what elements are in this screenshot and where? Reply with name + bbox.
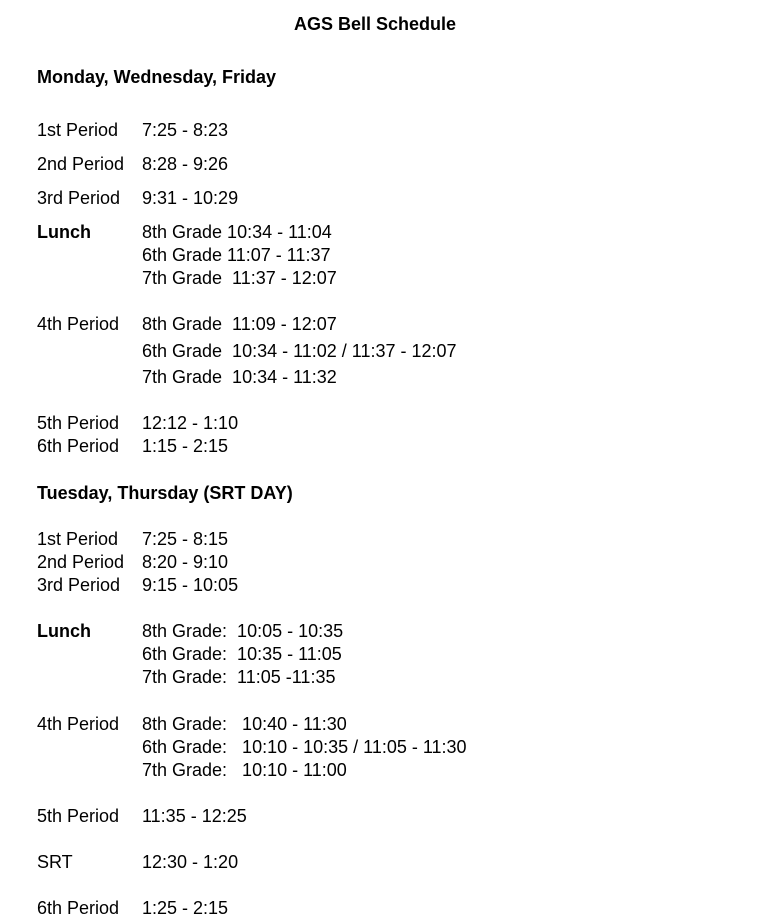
tth-period3-time: 9:15 - 10:05 [142,575,239,595]
mwf-lunch-row: 7th Grade 11:37 - 12:07 [142,268,337,288]
tth-lunch-row: 8th Grade: 10:05 - 10:35 [142,621,344,641]
mwf-period1-time: 7:25 - 8:23 [142,120,229,140]
mwf-period1-label: 1st Period [37,120,119,140]
mwf-lunch-row: 6th Grade 11:07 - 11:37 [142,245,331,265]
tth-period2-label: 2nd Period [37,552,125,572]
mwf-period4-label: 4th Period [37,314,120,334]
mwf-period4-row: 8th Grade 11:09 - 12:07 [142,314,337,334]
tth-lunch-row: 6th Grade: 10:35 - 11:05 [142,644,342,664]
tth-period4-row: 6th Grade: 10:10 - 10:35 / 11:05 - 11:30 [142,737,467,757]
tth-srt-time: 12:30 - 1:20 [142,852,239,872]
tth-period1-time: 7:25 - 8:15 [142,529,229,549]
mwf-period4-row: 7th Grade 10:34 - 11:32 [142,367,337,387]
tth-period6-label: 6th Period [37,898,120,918]
mwf-lunch-row: 8th Grade 10:34 - 11:04 [142,222,332,242]
tth-period1-label: 1st Period [37,529,119,549]
tth-period4-label: 4th Period [37,714,120,734]
mwf-lunch-label: Lunch [37,222,91,242]
tth-lunch-row: 7th Grade: 11:05 -11:35 [142,667,336,687]
tth-srt-label: SRT [37,852,73,872]
mwf-period2-label: 2nd Period [37,154,125,174]
mwf-period5-time: 12:12 - 1:10 [142,413,239,433]
tth-period4-row: 7th Grade: 10:10 - 11:00 [142,760,347,780]
page-title: AGS Bell Schedule [294,14,457,34]
mwf-period3-time: 9:31 - 10:29 [142,188,239,208]
mwf-period2-time: 8:28 - 9:26 [142,154,229,174]
tth-period5-time: 11:35 - 12:25 [142,806,247,826]
tth-lunch-label: Lunch [37,621,91,641]
tth-period5-label: 5th Period [37,806,120,826]
tth-period4-row: 8th Grade: 10:40 - 11:30 [142,714,347,734]
tth-period2-time: 8:20 - 9:10 [142,552,229,572]
mwf-period6-label: 6th Period [37,436,120,456]
mwf-period5-label: 5th Period [37,413,120,433]
mwf-period4-row: 6th Grade 10:34 - 11:02 / 11:37 - 12:07 [142,341,457,361]
tth-period6-time: 1:25 - 2:15 [142,898,229,918]
mwf-period6-time: 1:15 - 2:15 [142,436,229,456]
mwf-period3-label: 3rd Period [37,188,121,208]
tth-heading: Tuesday, Thursday (SRT DAY) [37,483,293,503]
mwf-heading: Monday, Wednesday, Friday [37,67,277,87]
tth-period3-label: 3rd Period [37,575,121,595]
